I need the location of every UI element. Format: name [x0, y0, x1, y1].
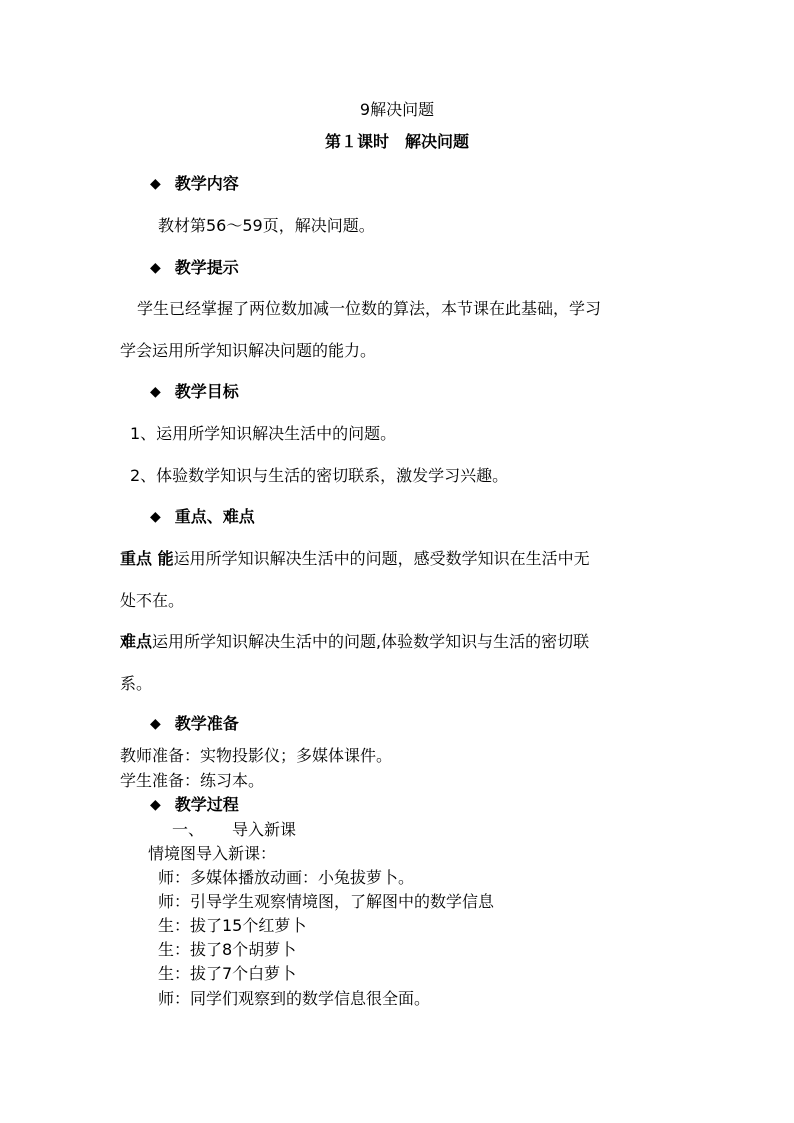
difficult-point-line-2: 系。: [120, 674, 153, 693]
content-heading-text: 教学内容: [174, 174, 239, 193]
diamond-bullet-icon: ◆: [150, 797, 161, 813]
content-text: 教材第56～59页，解决问题。: [158, 216, 375, 235]
preparation-heading-text: 教学准备: [174, 714, 239, 733]
dialog-line: 师：同学们观察到的数学信息很全面。: [158, 989, 431, 1008]
student-preparation: 学生准备：练习本。: [120, 771, 265, 790]
tips-heading-text: 教学提示: [174, 258, 239, 277]
difficult-point-label: 难点: [120, 632, 153, 651]
key-points-heading: [150, 507, 255, 528]
diamond-bullet-icon: ◆: [150, 260, 161, 276]
goal-item: 1、运用所学知识解决生活中的问题。: [130, 424, 397, 443]
key-point-line-1: [120, 549, 590, 569]
dialog-line: 生：拔了7个白萝卜: [158, 964, 297, 983]
dialog-line: 师：多媒体播放动画：小兔拔萝卜。: [158, 868, 415, 887]
process-heading: [150, 795, 239, 816]
process-step-number: 一、: [172, 820, 205, 839]
diamond-bullet-icon: ◆: [150, 176, 161, 192]
dialog-line: 生：拔了15个红萝卜: [158, 916, 307, 935]
key-point-text: 运用所学知识解决生活中的问题，感受数学知识在生活中无: [173, 549, 590, 568]
process-heading-text: 教学过程: [174, 795, 239, 814]
dialog-line: 生：拔了8个胡萝卜: [158, 940, 297, 959]
preparation-heading: [150, 714, 239, 735]
key-points-heading-text: 重点、难点: [174, 507, 255, 526]
tips-line-2: 学会运用所学知识解决问题的能力。: [120, 341, 377, 360]
difficult-point-line-1: [120, 632, 589, 652]
diamond-bullet-icon: ◆: [150, 509, 161, 525]
diamond-bullet-icon: ◆: [150, 716, 161, 732]
goals-heading: [150, 382, 239, 403]
process-step-title: 导入新课: [232, 820, 297, 839]
key-point-line-2: 处不在。: [120, 591, 185, 610]
key-point-label: 重点 能: [120, 549, 174, 568]
goals-heading-text: 教学目标: [174, 382, 239, 401]
tips-line-1: 学生已经掌握了两位数加减一位数的算法，本节课在此基础，学习: [137, 299, 602, 318]
goal-item: 2、体验数学知识与生活的密切联系，激发学习兴趣。: [130, 466, 509, 485]
lesson-title: 第１课时 解决问题: [324, 132, 469, 151]
process-intro: 情境图导入新课：: [148, 844, 277, 863]
teacher-preparation: 教师准备：实物投影仪；多媒体课件。: [120, 746, 393, 765]
dialog-line: 师：引导学生观察情境图，了解图中的数学信息: [158, 892, 495, 911]
difficult-point-text: 运用所学知识解决生活中的问题,体验数学知识与生活的密切联: [152, 632, 590, 651]
chapter-title: 9解决问题: [359, 100, 435, 119]
tips-heading: [150, 258, 239, 279]
diamond-bullet-icon: ◆: [150, 384, 161, 400]
content-heading: [150, 174, 239, 195]
